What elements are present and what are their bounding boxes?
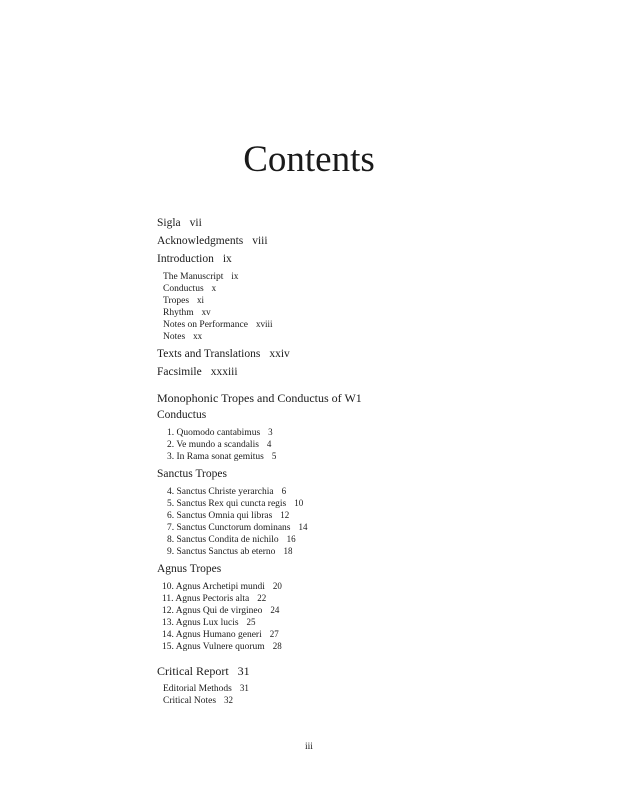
toc-entry-label: 5. Sanctus Rex qui cuncta regis (167, 499, 287, 509)
toc-entry-critical-report[interactable] (157, 665, 250, 677)
toc-entry-page: xi (197, 295, 205, 305)
toc-entry-facsimile[interactable] (157, 367, 238, 379)
toc-entry-label: 8. Sanctus Condita de nichilo (167, 535, 279, 545)
toc-entry-conductus-intro[interactable] (163, 284, 216, 295)
toc-section-conductus[interactable] (157, 410, 206, 422)
toc-entry-label: 12. Agnus Qui de virgineo (162, 606, 263, 616)
toc-entry-sigla[interactable] (157, 218, 202, 230)
toc-entry-item-1[interactable] (167, 428, 273, 439)
toc-entry-item-3[interactable] (167, 452, 276, 463)
toc-entry-label: 10. Agnus Archetipi mundi (162, 582, 265, 592)
toc-entry-label: Facsimile (157, 366, 202, 378)
toc-entry-label: 13. Agnus Lux lucis (162, 618, 239, 628)
toc-entry-item-5[interactable] (167, 499, 303, 510)
toc-entry-page: 3 (268, 427, 273, 437)
toc-entry-label: 6. Sanctus Omnia qui libras (167, 511, 273, 521)
toc-entry-item-13[interactable] (162, 618, 256, 629)
toc-entry-the-manuscript[interactable] (163, 272, 238, 283)
toc-entry-item-4[interactable] (167, 487, 286, 498)
toc-entry-item-11[interactable] (162, 594, 266, 605)
toc-entry-label: 2. Ve mundo a scandalis (167, 440, 259, 450)
toc-entry-page: 22 (257, 593, 267, 603)
toc-entry-label: Tropes (163, 296, 190, 306)
toc-entry-page: 12 (280, 510, 290, 520)
page-title: Contents (243, 139, 375, 180)
toc-entry-page: ix (222, 253, 232, 265)
toc-entry-item-14[interactable] (162, 630, 279, 641)
toc-entry-label: Rhythm (163, 308, 194, 318)
toc-entry-page: xx (193, 331, 203, 341)
toc-entry-page: xxxiii (210, 366, 238, 378)
toc-entry-label: Sigla (157, 217, 181, 229)
toc-entry-page: xv (201, 307, 211, 317)
toc-entry-page: 25 (246, 617, 256, 627)
toc-entry-item-8[interactable] (167, 535, 296, 546)
toc-entry-page: 31 (237, 664, 250, 678)
toc-section-agnus-tropes[interactable] (157, 564, 221, 576)
toc-entry-label: Agnus Tropes (157, 563, 222, 575)
toc-entry-label: Notes (163, 332, 186, 342)
toc-entry-page: 16 (286, 534, 296, 544)
toc-entry-page: 31 (239, 683, 249, 693)
toc-entry-page: 18 (283, 546, 293, 556)
toc-entry-label: 1. Quomodo cantabimus (167, 428, 261, 438)
toc-entry-label: Notes on Performance (163, 320, 248, 330)
toc-entry-introduction[interactable] (157, 254, 232, 266)
toc-entry-page: ix (231, 271, 239, 281)
toc-entry-label: Conductus (163, 284, 204, 294)
toc-entry-notes[interactable] (163, 332, 202, 343)
toc-entry-item-15[interactable] (162, 642, 282, 653)
toc-entry-page: 20 (272, 581, 282, 591)
toc-entry-label: The Manuscript (163, 272, 224, 282)
toc-entry-label: 11. Agnus Pectoris alta (162, 594, 250, 604)
toc-entry-item-9[interactable] (167, 547, 292, 558)
toc-section-sanctus-tropes[interactable] (157, 469, 227, 481)
toc-entry-label: Conductus (157, 409, 207, 421)
toc-entry-page: 4 (266, 439, 272, 449)
toc-entry-page: 10 (294, 498, 304, 508)
toc-entry-acknowledgments[interactable] (157, 236, 268, 248)
toc-entry-page: x (211, 283, 217, 293)
toc-entry-label: 9. Sanctus Sanctus ab eterno (167, 547, 276, 557)
toc-entry-label: Monophonic Tropes and Conductus of W1 (157, 391, 362, 405)
toc-entry-page: 27 (269, 629, 279, 639)
toc-entry-page: 6 (281, 486, 287, 496)
toc-entry-label: Sanctus Tropes (157, 468, 227, 480)
toc-entry-page: 24 (270, 605, 280, 615)
toc-entry-page: viii (252, 235, 268, 247)
toc-entry-label: Acknowledgments (157, 235, 244, 247)
toc-entry-label: Critical Report (157, 664, 229, 678)
toc-entry-label: 14. Agnus Humano generi (162, 630, 262, 640)
toc-entry-item-10[interactable] (162, 582, 282, 593)
toc-entry-label: 7. Sanctus Cunctorum dominans (167, 523, 291, 533)
toc-entry-editorial-methods[interactable] (163, 684, 249, 695)
toc-entry-tropes[interactable] (163, 296, 204, 307)
toc-entry-notes-on-performance[interactable] (163, 320, 272, 331)
toc-entry-item-12[interactable] (162, 606, 279, 617)
toc-entry-item-2[interactable] (167, 440, 271, 451)
toc-entry-label: Texts and Translations (157, 348, 261, 360)
toc-entry-rhythm[interactable] (163, 308, 211, 319)
toc-entry-page: 14 (298, 522, 308, 532)
toc-entry-label: 4. Sanctus Christe yerarchia (167, 487, 274, 497)
page-number: iii (305, 742, 313, 752)
toc-entry-item-7[interactable] (167, 523, 308, 534)
toc-entry-texts-and-translations[interactable] (157, 349, 290, 361)
toc-entry-page: 5 (271, 451, 277, 461)
toc-entry-label: 3. In Rama sonat gemitus (167, 452, 264, 462)
toc-entry-page: 32 (224, 695, 234, 705)
toc-entry-page: xviii (255, 319, 273, 329)
toc-entry-critical-notes[interactable] (163, 696, 233, 707)
toc-entry-item-6[interactable] (167, 511, 289, 522)
toc-entry-label: 15. Agnus Vulnere quorum (162, 642, 265, 652)
toc-entry-label: Introduction (157, 253, 214, 265)
toc-part-heading[interactable] (157, 392, 362, 404)
toc-entry-label: Editorial Methods (163, 684, 232, 694)
toc-entry-page: vii (189, 217, 202, 229)
toc-entry-label: Critical Notes (163, 696, 217, 706)
toc-entry-page: 28 (272, 641, 282, 651)
toc-entry-page: xxiv (269, 348, 290, 360)
